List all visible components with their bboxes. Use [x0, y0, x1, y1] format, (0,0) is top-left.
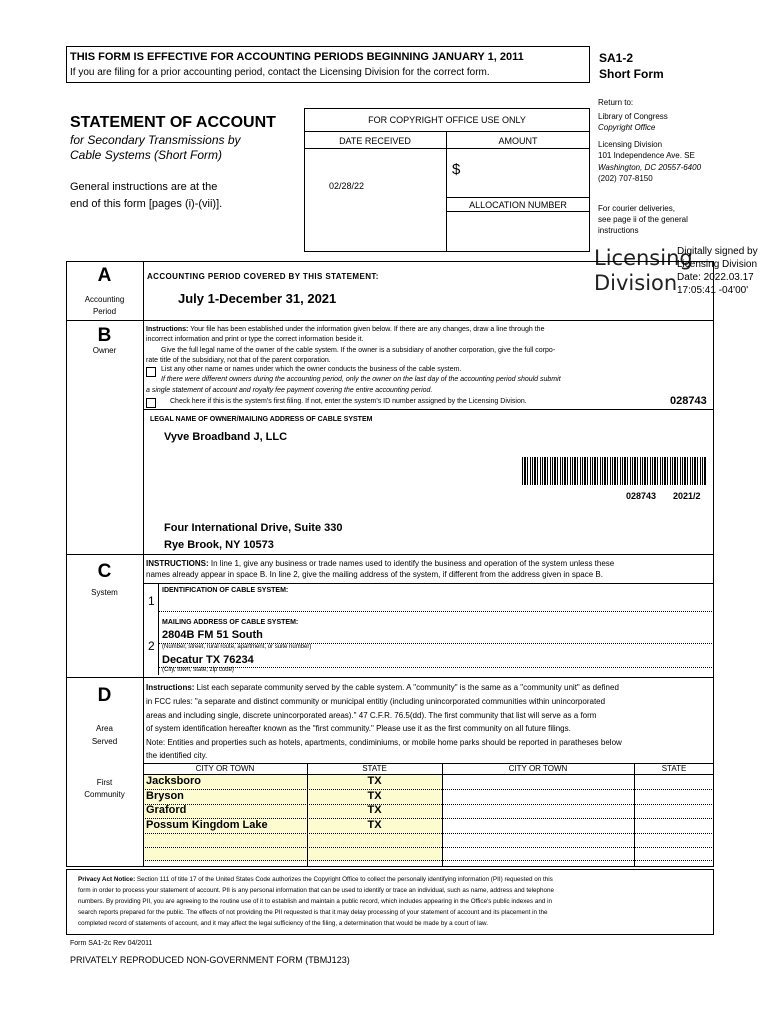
barcode-system-id: 028743	[626, 491, 657, 501]
space-d-label-1: Area	[96, 724, 113, 733]
space-c-letter: C	[97, 561, 112, 582]
date-received-label: DATE RECEIVED	[339, 136, 411, 146]
barcode-period: 2021/2	[673, 491, 701, 501]
accounting-period-value: July 1-December 31, 2021	[178, 291, 337, 306]
space-c-label: System	[91, 588, 118, 597]
space-b-instr-5: List any other name or names under which the owner conducts the business of the cable system.	[161, 366, 462, 373]
space-b-instr-2: incorrect information and print or type the correct information beside it.	[146, 336, 364, 343]
space-d-instr-bold: Instructions:	[146, 683, 195, 692]
accounting-period-heading: ACCOUNTING PERIOD COVERED BY THIS STATEMENT:	[147, 272, 379, 281]
column-state-2: STATE	[661, 764, 687, 773]
return-to-line: Washington, DC 20557-6400	[598, 163, 702, 172]
return-to-label: Return to:	[598, 98, 634, 107]
community-state: TX	[367, 790, 382, 802]
mailing-address-label: MAILING ADDRESS OF CABLE SYSTEM:	[162, 619, 299, 626]
community-state: TX	[367, 775, 382, 787]
date-received-value: 02/28/22	[329, 181, 365, 191]
space-b-label: Owner	[92, 346, 117, 355]
privacy-line-3: numbers. By providing PII, you are agreeing to the routine use of it to establish and maintain a public record, which includes appearing in the Office's public indexes and in	[78, 898, 552, 905]
signature-logo-line1: Licensing	[594, 246, 693, 270]
general-instructions-1: General instructions are at the	[70, 181, 218, 193]
owner-legal-name: Vyve Broadband J, LLC	[164, 431, 288, 443]
form-type: Short Form	[599, 67, 664, 81]
space-d-label-2: Served	[91, 737, 118, 746]
space-a-letter: A	[97, 265, 112, 286]
privacy-line-1: Section 111 of title 17 of the United States Code authorizes the Copyright Office to collect the personally identifying information (PII) requested on this	[135, 876, 553, 883]
community-city: Possum Kingdom Lake	[146, 819, 268, 831]
dollar-sign: $	[452, 161, 461, 178]
space-b-instr-3: Give the full legal name of the owner of the cable system. If the owner is a subsidiary of another corporation, give the full corpo-	[161, 347, 556, 354]
barcode	[522, 457, 706, 485]
space-d-instr-2: in FCC rules: "a separate and distinct community or municipal entitiy (including unincorporated communities within unincorporated	[146, 697, 606, 706]
space-d-instr-5: Note: Entities and properties such as hotels, apartments, condiminiums, or mobile home parks should be reported in paratheses below	[146, 738, 622, 747]
signature-text: Date: 2022.03.17	[677, 272, 754, 283]
space-b-instr-7: a single statement of account and royalty fee payment covering the entire accounting period.	[146, 387, 433, 394]
form-effective-subtitle: If you are filing for a prior accounting period, contact the Licensing Division for the correct form.	[70, 67, 490, 78]
identification-label: IDENTIFICATION OF CABLE SYSTEM:	[162, 587, 289, 594]
space-b-instr-bold: Instructions:	[146, 326, 189, 333]
space-b-instr-4: rate title of the subsidiary, not that of the parent corporation.	[146, 357, 331, 364]
courier-line: instructions	[598, 226, 639, 235]
courier-line: see page ii of the general	[598, 215, 688, 224]
office-use-box	[304, 108, 590, 252]
line-2-number: 2	[148, 639, 155, 653]
return-to-line: Library of Congress	[598, 112, 668, 121]
privacy-line-2: form in order to process your statement of account. PII is any personal information that can be used to identify or trace an individual, such as name, address and telephone	[78, 887, 555, 894]
space-b-instr-8: Check here if this is the system's first filing. If not, enter the system's ID number assigned by the Licensing Division.	[170, 398, 527, 405]
form-effective-title: THIS FORM IS EFFECTIVE FOR ACCOUNTING PERIODS BEGINNING JANUARY 1, 2011	[70, 51, 524, 63]
space-c-instr-bold: INSTRUCTIONS:	[146, 559, 209, 568]
first-community-label-2: Community	[84, 790, 125, 799]
owner-address-2: Rye Brook, NY 10573	[164, 539, 274, 551]
office-use-heading: FOR COPYRIGHT OFFICE USE ONLY	[368, 115, 526, 125]
statement-subtitle-2: Cable Systems (Short Form)	[70, 148, 223, 162]
statement-title: STATEMENT OF ACCOUNT	[70, 114, 276, 131]
line-1-number: 1	[148, 594, 155, 608]
form-id: SA1-2	[599, 51, 634, 65]
system-id-number: 028743	[670, 395, 707, 407]
form-revision: Form SA1-2c Rev 04/2011	[70, 940, 153, 947]
signature-text: Digitally signed by	[677, 246, 758, 257]
space-a-label-2: Period	[92, 307, 117, 316]
signature-text: Licensing Division	[677, 259, 758, 270]
community-state: TX	[367, 819, 382, 831]
space-d-letter: D	[97, 685, 112, 706]
space-d-instr-3: areas and including single, discrete unincorporated areas)." 47 C.F.R. 76.5(dd). The first community that list will serve as a form	[146, 711, 597, 720]
space-a-label-1: Accounting	[84, 295, 125, 304]
privacy-line-5: completed record of statements of account, and it may affect the legal sufficiency of the filing, a determination that would be made by a court of law.	[78, 920, 488, 927]
signature-logo-line2: Division	[594, 271, 678, 295]
column-city-2: CITY OR TOWN	[508, 764, 568, 773]
return-to-line: 101 Independence Ave. SE	[598, 151, 695, 160]
space-b-letter: B	[97, 325, 112, 346]
column-city: CITY OR TOWN	[195, 764, 255, 773]
community-state: TX	[367, 804, 382, 816]
allocation-number-label: ALLOCATION NUMBER	[469, 200, 567, 210]
community-city: Jacksboro	[146, 775, 202, 787]
column-state: STATE	[362, 764, 387, 773]
space-d-instr-1: List each separate community served by the cable system. A "community" is the same as a "community unit" as defined	[194, 683, 619, 692]
privacy-bold: Privacy Act Notice:	[78, 876, 136, 883]
system-street: 2804B FM 51 South	[162, 629, 263, 641]
city-hint: (City, town, state, zip code)	[162, 667, 234, 673]
statement-subtitle-1: for Secondary Transmissions by	[70, 133, 241, 147]
amount-label: AMOUNT	[498, 136, 538, 146]
other-names-checkbox[interactable]	[146, 367, 156, 377]
non-government-notice: PRIVATELY REPRODUCED NON-GOVERNMENT FORM (TBMJ123)	[70, 955, 350, 965]
general-instructions-2: end of this form [pages (i)-(vii)].	[70, 198, 223, 210]
community-city: Bryson	[146, 790, 184, 802]
legal-name-label: LEGAL NAME OF OWNER/MAILING ADDRESS OF CABLE SYSTEM	[150, 416, 373, 423]
privacy-line-4: search reports prepared for the public. The effects of not providing the PII requested is that it may delay processing of your statement of account and its placement in the	[78, 909, 548, 916]
first-community-label-1: First	[96, 778, 113, 787]
return-to-line: Licensing Division	[598, 140, 663, 149]
system-city: Decatur TX 76234	[162, 654, 254, 666]
space-d-instr-6: the identified city.	[146, 751, 208, 760]
signature-text: 17:05:41 -04'00'	[677, 285, 749, 296]
space-c-instr-2: names already appear in space B. In line 2, give the mailing address of the system, if different from the address given in space B.	[146, 570, 603, 579]
return-to-line: Copyright Office	[598, 123, 656, 132]
space-b-instr-6: If there were different owners during the accounting period, only the owner on the last day of the accounting period should submit	[161, 376, 561, 383]
courier-line: For courier deliveries,	[598, 204, 675, 213]
space-c-instr-1: In line 1, give any business or trade names used to identify the business and operation of the system unless these	[208, 559, 615, 568]
space-b-instr-1: Your file has been established under the information given below. If there are any changes, draw a line through the	[188, 326, 545, 333]
community-city: Graford	[146, 804, 187, 816]
street-hint: (Number, street, rural route, apartment, or suite number)	[162, 644, 312, 650]
owner-address-1: Four International Drive, Suite 330	[164, 522, 343, 534]
return-to-line: (202) 707-8150	[598, 174, 653, 183]
space-d-instr-4: of system identification hereafter known as the "first community." Please use it as the first community on all future filings.	[146, 724, 571, 733]
first-filing-checkbox[interactable]	[146, 398, 156, 408]
